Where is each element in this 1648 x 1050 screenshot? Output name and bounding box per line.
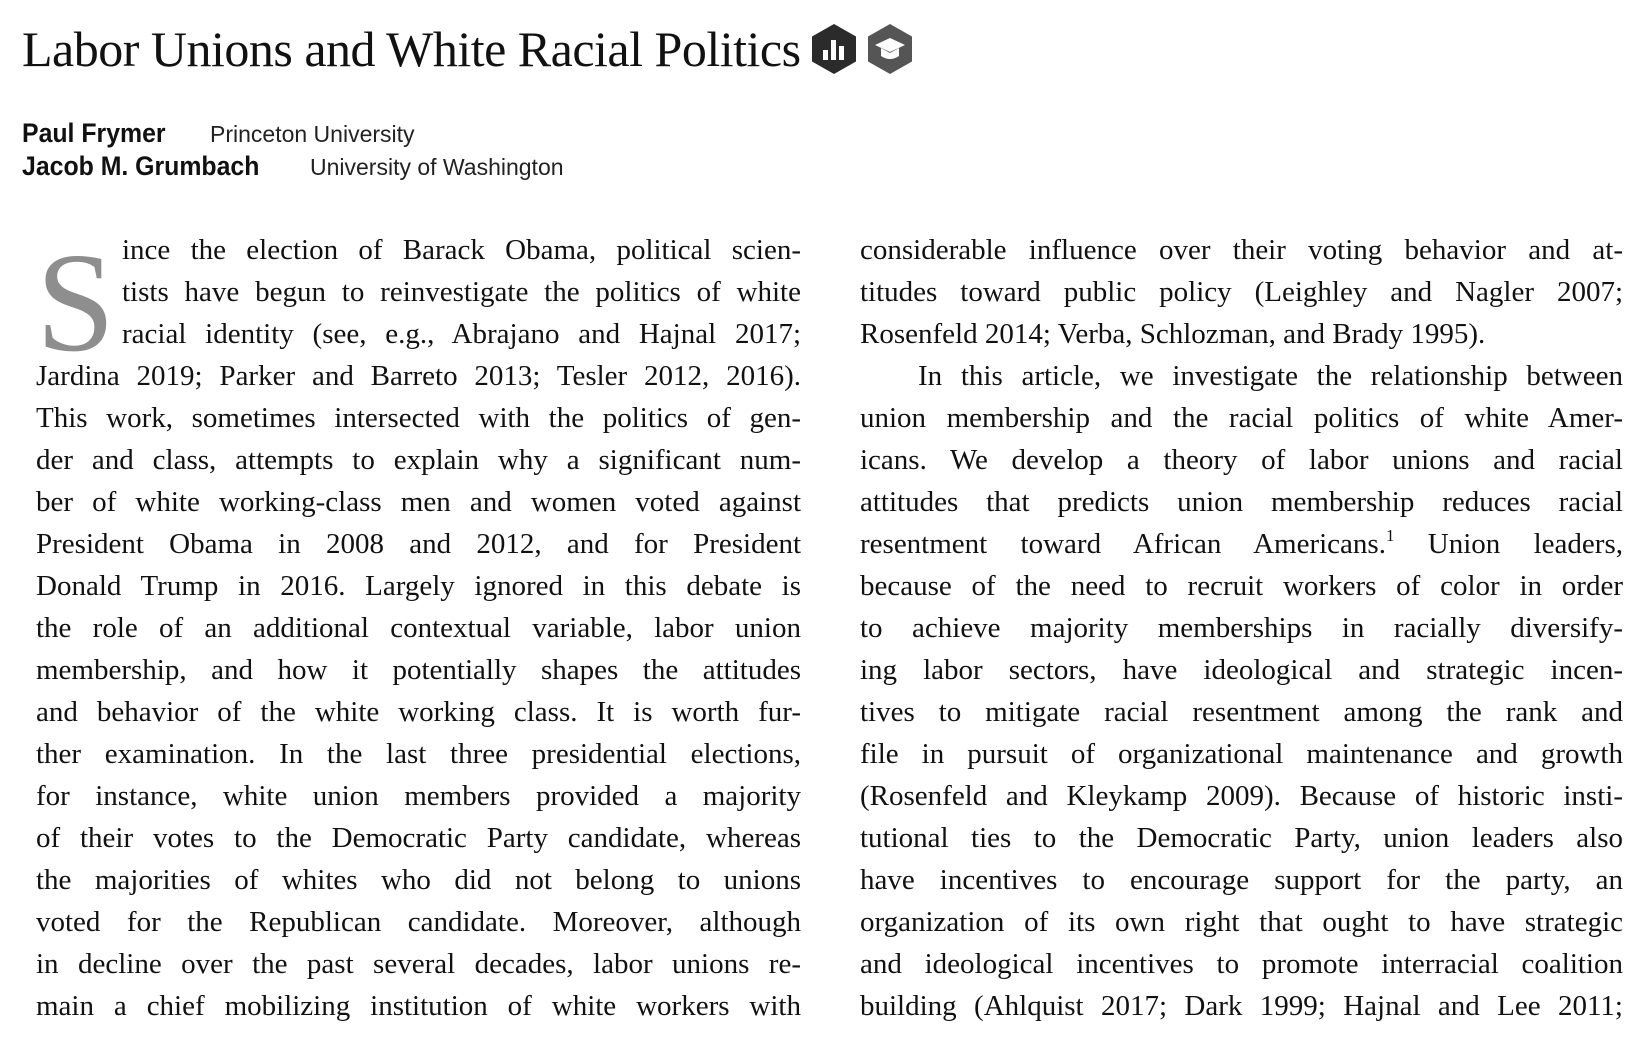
- author-list: [22, 118, 564, 184]
- text-line: tutional ties to the Democratic Party, union leaders also: [860, 822, 1623, 854]
- text-line: because of the need to recruit workers of color in order: [860, 570, 1623, 602]
- author-name: Paul Frymer: [22, 118, 166, 148]
- text-line: file in pursuit of organizational maintenance and growth: [860, 738, 1623, 770]
- text-line: to achieve majority memberships in racially diversify-: [860, 612, 1623, 644]
- text-line: have incentives to encourage support for the party, an: [860, 864, 1623, 896]
- author-affiliation: Princeton University: [210, 121, 415, 147]
- author-name: Jacob M. Grumbach: [22, 151, 260, 181]
- drop-cap: S: [36, 223, 115, 381]
- text-line: ing labor sectors, have ideological and strategic incen-: [860, 654, 1623, 686]
- open-materials-badge-icon[interactable]: [867, 23, 913, 75]
- author-entry: [22, 151, 564, 184]
- text-segment: Union leaders,: [1394, 528, 1623, 560]
- text-line: of their votes to the Democratic Party candidate, whereas: [36, 822, 801, 854]
- text-line: Rosenfeld 2014; Verba, Schlozman, and Brady 1995).: [860, 318, 1486, 350]
- text-line: tives to mitigate racial resentment among the rank and: [860, 696, 1623, 728]
- body-column-left: [36, 223, 801, 1027]
- text-line: the majorities of whites who did not belong to unions: [36, 864, 801, 896]
- text-line: and ideological incentives to promote interracial coalition: [860, 948, 1623, 980]
- text-line: for instance, white union members provided a majority: [36, 780, 801, 812]
- article-title: Labor Unions and White Racial Politics: [22, 21, 801, 77]
- text-line: Donald Trump in 2016. Largely ignored in this debate is: [36, 570, 801, 602]
- text-line: This work, sometimes intersected with the politics of gen-: [36, 402, 801, 434]
- title-row: [22, 14, 913, 84]
- text-segment: resentment toward African Americans.: [860, 528, 1386, 560]
- text-line: main a chief mobilizing institution of white workers with: [36, 990, 801, 1022]
- open-data-badge-icon[interactable]: [811, 23, 857, 75]
- text-line: (Rosenfeld and Kleykamp 2009). Because of historic insti-: [860, 780, 1623, 812]
- text-line: in decline over the past several decades, labor unions re-: [36, 948, 801, 980]
- text-line: membership, and how it potentially shapes the attitudes: [36, 654, 801, 686]
- text-line: titudes toward public policy (Leighley and Nagler 2007;: [860, 276, 1623, 308]
- text-line: union membership and the racial politics of white Amer-: [860, 402, 1623, 434]
- text-line: organization of its own right that ought to have strategic: [860, 906, 1623, 938]
- footnote-marker[interactable]: 1: [1385, 526, 1395, 545]
- text-line: attitudes that predicts union membership reduces racial: [860, 486, 1623, 518]
- text-line: ber of white working-class men and women voted against: [36, 486, 801, 518]
- text-line: and behavior of the white working class. It is worth fur-: [36, 696, 801, 728]
- body-column-right: [860, 229, 1623, 1027]
- text-line: the role of an additional contextual variable, labor union: [36, 612, 801, 644]
- text-line-with-footnote: [860, 523, 1623, 565]
- author-affiliation: University of Washington: [310, 154, 564, 180]
- text-line: ther examination. In the last three presidential elections,: [36, 738, 801, 770]
- text-line: building (Ahlquist 2017; Dark 1999; Hajnal and Lee 2011;: [860, 990, 1623, 1022]
- text-line: Jardina 2019; Parker and Barreto 2013; Tesler 2012, 2016).: [36, 360, 801, 392]
- text-line: voted for the Republican candidate. Moreover, although: [36, 906, 801, 938]
- text-line: ince the election of Barack Obama, political scien-: [122, 234, 801, 266]
- text-line: considerable influence over their voting behavior and at-: [860, 234, 1623, 266]
- text-line: der and class, attempts to explain why a significant num-: [36, 444, 801, 476]
- text-line: In this article, we investigate the relationship between: [918, 360, 1623, 392]
- text-line: President Obama in 2008 and 2012, and for President: [36, 528, 801, 560]
- text-line: racial identity (see, e.g., Abrajano and Hajnal 2017;: [122, 318, 801, 350]
- text-line: tists have begun to reinvestigate the politics of white: [122, 276, 801, 308]
- author-entry: [22, 118, 564, 151]
- text-line: icans. We develop a theory of labor unions and racial: [860, 444, 1623, 476]
